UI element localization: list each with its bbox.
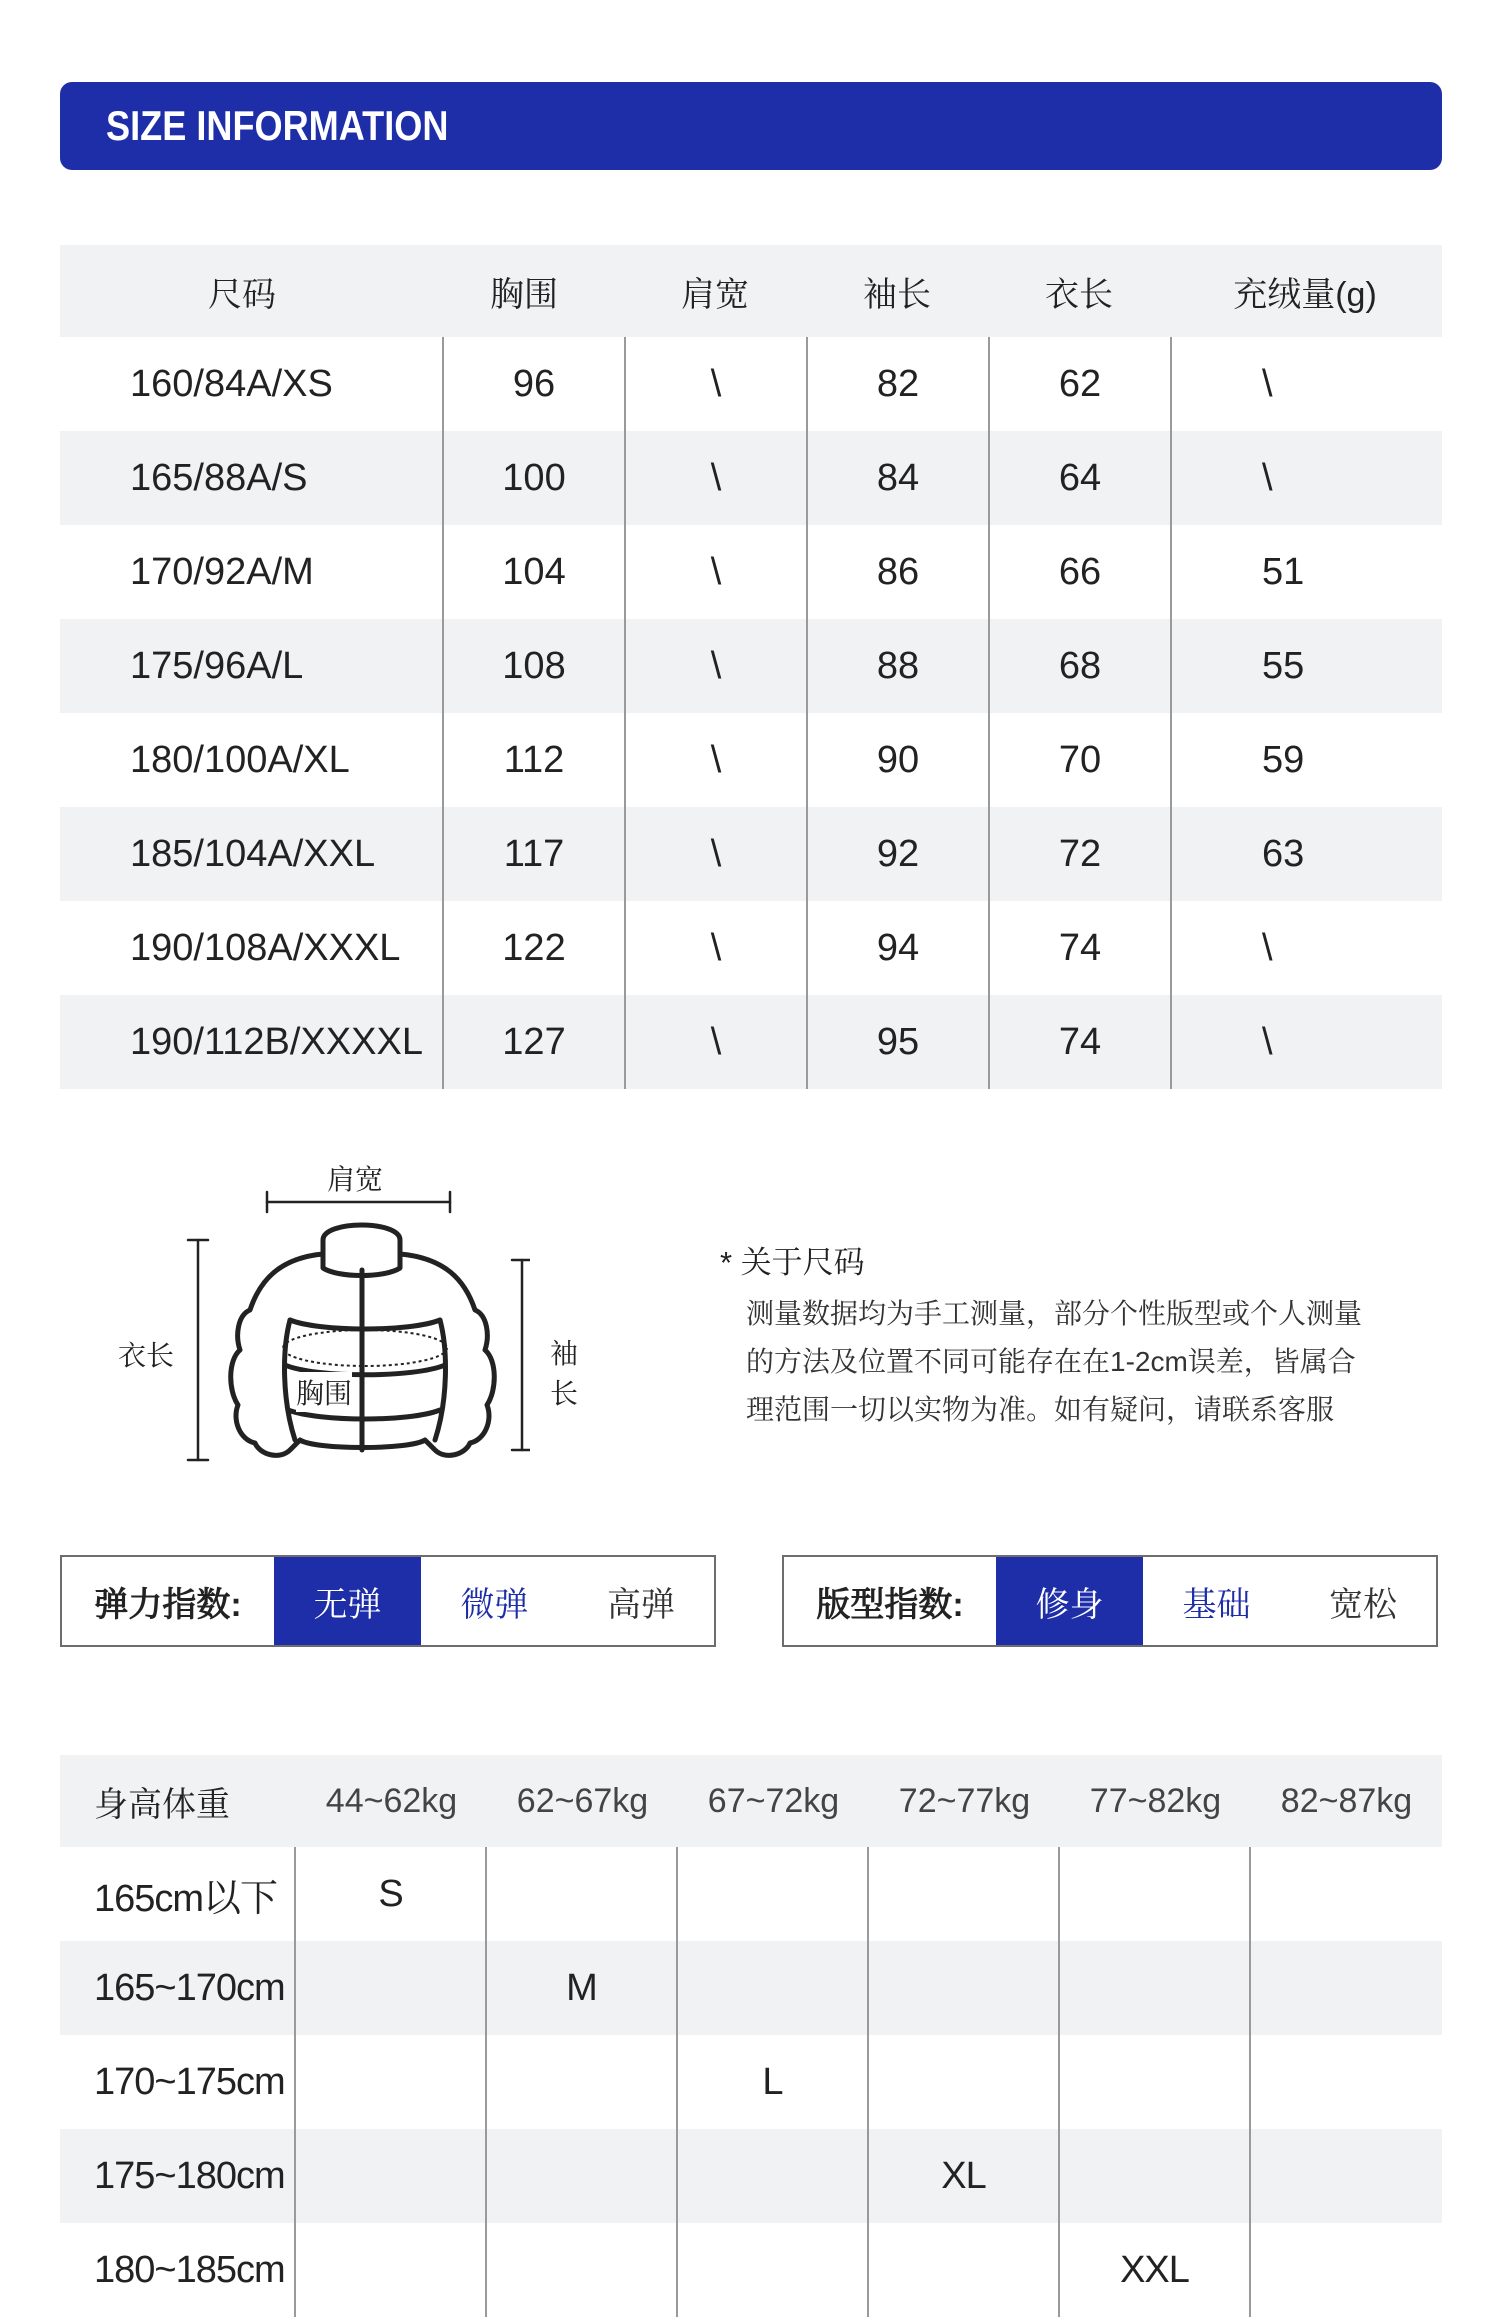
cell-chest: 117	[444, 807, 626, 901]
size-table-row	[60, 619, 1442, 713]
hw-size-cell	[1060, 2035, 1251, 2129]
cell-chest: 104	[444, 525, 626, 619]
hw-weight-header: 77~82kg	[1089, 1781, 1222, 1820]
hw-row	[60, 1941, 1442, 2035]
size-table-row	[60, 337, 1442, 431]
fit-label: 版型指数:	[816, 1585, 964, 1624]
fit-option-loose[interactable]: 宽松	[1329, 1585, 1397, 1624]
hw-height-label: 180~185cm	[60, 2223, 296, 2317]
hw-height-label: 170~175cm	[60, 2035, 296, 2129]
hw-size-cell	[1251, 1941, 1442, 2035]
cell-sleeve: 84	[808, 431, 990, 525]
cell-shoulder: \	[626, 431, 808, 525]
cell-size: 175/96A/L	[60, 619, 444, 713]
cell-sleeve: 90	[808, 713, 990, 807]
hw-weight-header: 82~87kg	[1280, 1781, 1413, 1820]
hw-weight-header: 67~72kg	[707, 1781, 840, 1820]
hw-size-cell	[869, 2035, 1060, 2129]
hw-size-cell	[487, 2129, 678, 2223]
cell-size: 185/104A/XXL	[60, 807, 444, 901]
cell-shoulder: \	[626, 525, 808, 619]
cell-chest: 100	[444, 431, 626, 525]
cell-length: 74	[990, 995, 1172, 1089]
cell-down-fill: \	[1262, 362, 1273, 405]
jacket-measure-diagram	[110, 1150, 579, 1480]
cell-chest: 122	[444, 901, 626, 995]
cell-shoulder: \	[626, 901, 808, 995]
hw-size-cell: S	[296, 1847, 487, 1941]
size-table-row	[60, 807, 1442, 901]
hw-size-cell	[869, 1941, 1060, 2035]
hw-header-row	[60, 1755, 1442, 1847]
cell-length: 64	[990, 431, 1172, 525]
size-note-title: * 关于尺码	[720, 1245, 865, 1280]
hw-size-cell: XL	[869, 2129, 1060, 2223]
label-sleeve: 袖长	[550, 1338, 579, 1409]
cell-size: 160/84A/XS	[60, 337, 444, 431]
hw-size-cell	[487, 1847, 678, 1941]
hw-size-cell	[296, 2035, 487, 2129]
cell-shoulder: \	[626, 995, 808, 1089]
cell-length: 66	[990, 525, 1172, 619]
cell-sleeve: 95	[808, 995, 990, 1089]
cell-down-fill: 51	[1262, 550, 1305, 593]
hw-row	[60, 2035, 1442, 2129]
elasticity-label: 弹力指数:	[94, 1585, 242, 1624]
col-header-shoulder: 肩宽	[681, 275, 749, 314]
hw-row	[60, 2223, 1442, 2317]
hw-height-label: 165cm以下	[60, 1847, 296, 1941]
size-info-banner	[60, 82, 1442, 170]
cell-shoulder: \	[626, 807, 808, 901]
cell-size: 190/112B/XXXXL	[60, 995, 444, 1089]
cell-length: 70	[990, 713, 1172, 807]
hw-size-cell	[296, 2129, 487, 2223]
cell-sleeve: 86	[808, 525, 990, 619]
label-shoulder: 肩宽	[327, 1164, 384, 1195]
cell-shoulder: \	[626, 713, 808, 807]
col-header-sleeve: 袖长	[863, 275, 931, 314]
elasticity-index	[60, 1555, 716, 1647]
cell-chest: 127	[444, 995, 626, 1089]
size-note-body	[746, 1290, 1436, 1434]
hw-size-cell	[487, 2223, 678, 2317]
size-table-header	[60, 245, 1442, 337]
col-header-chest: 胸围	[490, 275, 558, 314]
height-weight-table	[60, 1755, 1442, 2317]
cell-length: 62	[990, 337, 1172, 431]
hw-size-cell	[1251, 1847, 1442, 1941]
cell-length: 74	[990, 901, 1172, 995]
col-header-size: 尺码	[208, 275, 276, 314]
cell-size: 170/92A/M	[60, 525, 444, 619]
hw-size-cell	[487, 2035, 678, 2129]
elasticity-option-slight[interactable]: 微弹	[460, 1585, 529, 1624]
cell-chest: 112	[444, 713, 626, 807]
cell-shoulder: \	[626, 337, 808, 431]
cell-chest: 108	[444, 619, 626, 713]
size-table-row	[60, 901, 1442, 995]
hw-size-cell	[296, 1941, 487, 2035]
hw-weight-header: 44~62kg	[325, 1781, 458, 1820]
cell-down-fill: 63	[1262, 832, 1305, 875]
elasticity-option-none[interactable]: 无弹	[274, 1557, 421, 1645]
cell-size: 190/108A/XXXL	[60, 901, 444, 995]
hw-size-cell	[678, 2129, 869, 2223]
cell-sleeve: 88	[808, 619, 990, 713]
jacket-outline-icon	[110, 1150, 530, 1480]
hw-size-cell	[1060, 2129, 1251, 2223]
hw-size-cell	[1060, 1941, 1251, 2035]
hw-size-cell	[1060, 1847, 1251, 1941]
hw-weight-header: 62~67kg	[516, 1781, 649, 1820]
size-note-line: 理范围一切以实物为准。如有疑问，请联系客服	[746, 1394, 1335, 1425]
cell-down-fill: 59	[1262, 738, 1305, 781]
cell-length: 72	[990, 807, 1172, 901]
hw-size-cell	[678, 1847, 869, 1941]
cell-down-fill: \	[1262, 456, 1273, 499]
hw-height-label: 165~170cm	[60, 1941, 296, 2035]
hw-size-cell	[1251, 2223, 1442, 2317]
cell-sleeve: 92	[808, 807, 990, 901]
label-chest: 胸围	[296, 1372, 352, 1412]
size-table-row	[60, 995, 1442, 1089]
hw-size-cell	[678, 1941, 869, 2035]
cell-size: 165/88A/S	[60, 431, 444, 525]
hw-row	[60, 1847, 1442, 1941]
hw-size-cell	[296, 2223, 487, 2317]
hw-size-cell	[1251, 2129, 1442, 2223]
hw-weight-header: 72~77kg	[898, 1781, 1031, 1820]
fit-option-slim[interactable]: 修身	[996, 1557, 1143, 1645]
fit-index	[782, 1555, 1438, 1647]
cell-size: 180/100A/XL	[60, 713, 444, 807]
size-note-line: 的方法及位置不同可能存在在1-2cm误差，皆属合	[746, 1346, 1356, 1377]
banner-title: SIZE INFORMATION	[106, 102, 449, 149]
size-table-row	[60, 431, 1442, 525]
hw-size-cell: M	[487, 1941, 678, 2035]
cell-length: 68	[990, 619, 1172, 713]
cell-down-fill: 55	[1262, 644, 1305, 687]
label-length: 衣长	[118, 1340, 175, 1371]
size-note-line: 测量数据均为手工测量，部分个性版型或个人测量	[746, 1298, 1363, 1329]
hw-row	[60, 2129, 1442, 2223]
hw-size-cell	[869, 1847, 1060, 1941]
hw-size-cell: L	[678, 2035, 869, 2129]
cell-down-fill: \	[1262, 1020, 1273, 1063]
hw-size-cell: XXL	[1060, 2223, 1251, 2317]
hw-size-cell	[678, 2223, 869, 2317]
size-table-row	[60, 525, 1442, 619]
cell-sleeve: 94	[808, 901, 990, 995]
col-header-length: 衣长	[1045, 275, 1113, 314]
elasticity-option-high[interactable]: 高弹	[607, 1585, 675, 1624]
size-table	[60, 245, 1442, 1089]
cell-sleeve: 82	[808, 337, 990, 431]
hw-size-cell	[1251, 2035, 1442, 2129]
hw-height-label: 175~180cm	[60, 2129, 296, 2223]
cell-down-fill: \	[1262, 926, 1273, 969]
size-table-row	[60, 713, 1442, 807]
hw-corner: 身高体重	[94, 1785, 230, 1824]
fit-option-regular[interactable]: 基础	[1182, 1585, 1251, 1624]
cell-chest: 96	[444, 337, 626, 431]
hw-size-cell	[869, 2223, 1060, 2317]
col-header-down-fill: 充绒量(g)	[1233, 275, 1377, 314]
cell-shoulder: \	[626, 619, 808, 713]
